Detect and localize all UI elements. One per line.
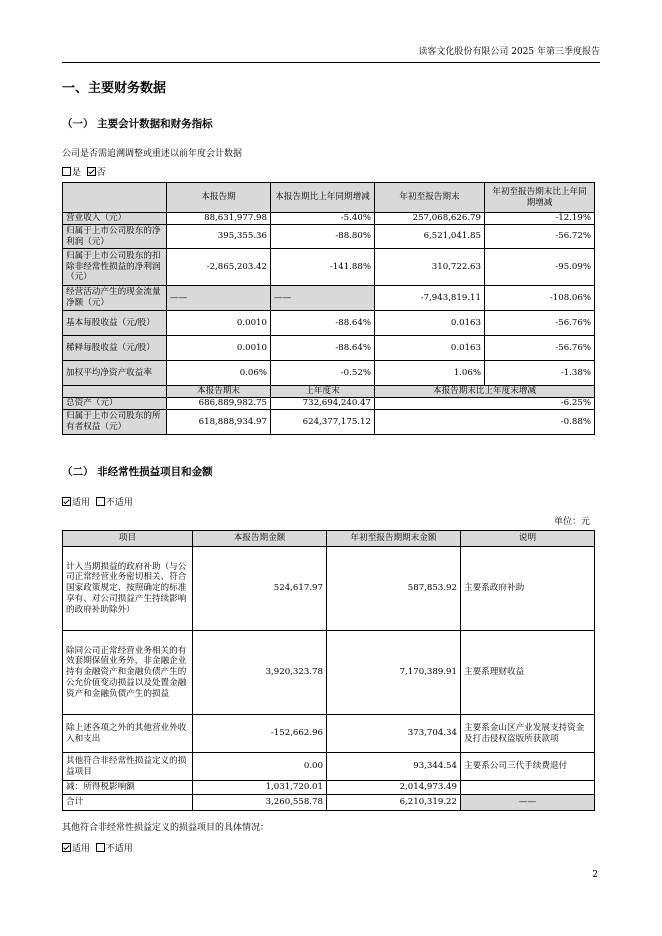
footer-options: [62, 843, 133, 855]
header-cell: 上年度末: [271, 386, 375, 398]
cell-value: -7,943,819.11: [375, 286, 485, 311]
cell-value: 524,617.97: [193, 547, 327, 631]
header-cell: 项目: [63, 531, 193, 547]
cell-value: -108.06%: [485, 286, 595, 311]
cell-value: 0.0010: [167, 311, 271, 336]
checkbox-unchecked-icon: [96, 497, 105, 506]
cell-value: -152,662.96: [193, 715, 327, 753]
row-label: 总资产（元）: [63, 398, 167, 410]
cell-value: 0.06%: [167, 361, 271, 386]
header-cell: [63, 183, 167, 213]
cell-value: 2,014,973.49: [327, 781, 461, 795]
cell-value: 3,920,323.78: [193, 631, 327, 715]
cell-value: 1.06%: [375, 361, 485, 386]
cell-value: 587,853.92: [327, 547, 461, 631]
table-row: [63, 311, 595, 336]
header-rule: [62, 62, 600, 63]
cell-value: 732,694,240.47: [271, 398, 375, 410]
row-label: 合计: [63, 795, 193, 811]
cell-value: -141.88%: [271, 249, 375, 286]
checkbox-unchecked-icon: [62, 167, 71, 176]
row-label: 归属于上市公司股东的净利润（元）: [63, 225, 167, 249]
cell-value: -88.64%: [271, 311, 375, 336]
option-not-applicable-label: 不适用: [105, 844, 133, 854]
checkbox-checked-icon: [87, 167, 96, 176]
cell-value: 0.0010: [167, 336, 271, 361]
cell-value: 257,068,626.79: [375, 213, 485, 225]
header-cell: 本报告期末: [167, 386, 271, 398]
table-row: [63, 225, 595, 249]
cell-value: 0.0163: [375, 311, 485, 336]
table-row: [63, 410, 595, 435]
option-yes-label: 是: [72, 168, 82, 178]
row-label: 减：所得税影响额: [63, 781, 193, 795]
cell-value: -56.76%: [485, 311, 595, 336]
cell-value: -95.09%: [485, 249, 595, 286]
cell-value: -1.38%: [485, 361, 595, 386]
table-subheader-row: [63, 386, 595, 398]
cell-value: -56.72%: [485, 225, 595, 249]
cell-value: 93,344.54: [327, 753, 461, 781]
table-row: [63, 213, 595, 225]
table-row: [63, 361, 595, 386]
cell-value: -88.80%: [271, 225, 375, 249]
subsection-title-2: （二） 非经常性损益项目和金额: [62, 466, 213, 478]
section-title: 一、主要财务数据: [62, 81, 167, 96]
cell-value: -2,865,203.42: [167, 249, 271, 286]
header-cell: 本报告期: [167, 183, 271, 213]
cell-value: -88.64%: [271, 336, 375, 361]
cell-value: -0.88%: [375, 410, 595, 435]
header-cell: 本报告期金额: [193, 531, 327, 547]
table-row: [63, 781, 595, 795]
page-number: 2: [592, 870, 598, 880]
table-row: [63, 336, 595, 361]
table-header-row: [63, 183, 595, 213]
table-row: [63, 249, 595, 286]
restate-question: 公司是否需追溯调整或重述以前年度会计数据: [62, 149, 243, 159]
cell-value: 310,722.63: [375, 249, 485, 286]
subsection-title-1: （一） 主要会计数据和财务指标: [62, 118, 213, 130]
table-row: [63, 631, 595, 715]
cell-value: -6.25%: [375, 398, 595, 410]
cell-value: ——: [167, 286, 271, 311]
table-row: [63, 398, 595, 410]
checkbox-checked-icon: [62, 843, 71, 852]
cell-note: 主要系理财收益: [461, 631, 595, 715]
running-header: 读客文化股份有限公司 2025 年第三季度报告: [418, 47, 600, 57]
table-row: [63, 715, 595, 753]
cell-value: 1,031,720.01: [193, 781, 327, 795]
table-total-row: [63, 795, 595, 811]
cell-note: 主要系金山区产业发展支持资金及打击侵权盗版所获款项: [461, 715, 595, 753]
cell-note: 主要系政府补助: [461, 547, 595, 631]
footer-note-text: 其他符合非经常性损益定义的损益项目的具体情况：: [62, 823, 270, 833]
cell-value: 6,521,041.85: [375, 225, 485, 249]
header-cell: 本报告期末比上年度末增减: [375, 386, 595, 398]
cell-value: -5.40%: [271, 213, 375, 225]
cell-value: -56.76%: [485, 336, 595, 361]
option-applicable-label: 适用: [72, 498, 91, 508]
key-financial-data-table: [62, 182, 595, 435]
row-label: 归属于上市公司股东的扣除非经常性损益的净利润（元）: [63, 249, 167, 286]
row-label: 除同公司正常经营业务相关的有效套期保值业务外，非金融企业持有金融资产和金融负债产生的公允价值变动损益以及处置金融资产和金融负债产生的损益: [63, 631, 193, 715]
row-label: 计入当期损益的政府补助（与公司正常经营业务密切相关、符合国家政策规定、按照确定的标准享有、对公司损益产生持续影响的政府补助除外）: [63, 547, 193, 631]
option-applicable-label: 适用: [72, 844, 91, 854]
table-row: [63, 286, 595, 311]
table-header-row: [63, 531, 595, 547]
option-not-applicable-label: 不适用: [105, 498, 133, 508]
cell-note: [461, 781, 595, 795]
cell-value: 373,704.34: [327, 715, 461, 753]
row-label: 经营活动产生的现金流量净额（元）: [63, 286, 167, 311]
row-label: 其他符合非经常性损益定义的损益项目: [63, 753, 193, 781]
cell-value: 3,260,558.78: [193, 795, 327, 811]
cell-value: -0.52%: [271, 361, 375, 386]
checkbox-unchecked-icon: [96, 843, 105, 852]
option-no-label: 否: [96, 168, 106, 178]
cell-value: -12.19%: [485, 213, 595, 225]
cell-value: 624,377,175.12: [271, 410, 375, 435]
row-label: 营业收入（元）: [63, 213, 167, 225]
table-row: [63, 547, 595, 631]
cell-value: 395,355.36: [167, 225, 271, 249]
cell-value: 686,889,982.75: [167, 398, 271, 410]
row-label: 除上述各项之外的其他营业外收入和支出: [63, 715, 193, 753]
cell-value: 0.0163: [375, 336, 485, 361]
non-recurring-items-table: [62, 530, 595, 811]
header-cell: [63, 386, 167, 398]
cell-note: ——: [461, 795, 595, 811]
header-cell: 年初至报告期期末金额: [327, 531, 461, 547]
cell-value: 618,888,934.97: [167, 410, 271, 435]
header-cell: 年初至报告期末: [375, 183, 485, 213]
cell-value: ——: [271, 286, 375, 311]
header-cell: 本报告期比上年同期增减: [271, 183, 375, 213]
cell-value: 88,631,977.98: [167, 213, 271, 225]
cell-value: 7,170,389.91: [327, 631, 461, 715]
header-cell: 年初至报告期末比上年同期增减: [485, 183, 595, 213]
row-label: 加权平均净资产收益率: [63, 361, 167, 386]
restate-options: [62, 167, 106, 179]
table-row: [63, 753, 595, 781]
cell-value: 0.00: [193, 753, 327, 781]
cell-value: 6,210,319.22: [327, 795, 461, 811]
row-label: 基本每股收益（元/股）: [63, 311, 167, 336]
unit-label: 单位：元: [553, 517, 590, 527]
cell-note: 主要系公司三代手续费退付: [461, 753, 595, 781]
checkbox-checked-icon: [62, 497, 71, 506]
header-cell: 说明: [461, 531, 595, 547]
row-label: 稀释每股收益（元/股）: [63, 336, 167, 361]
applicable-options: [62, 497, 133, 509]
row-label: 归属于上市公司股东的所有者权益（元）: [63, 410, 167, 435]
